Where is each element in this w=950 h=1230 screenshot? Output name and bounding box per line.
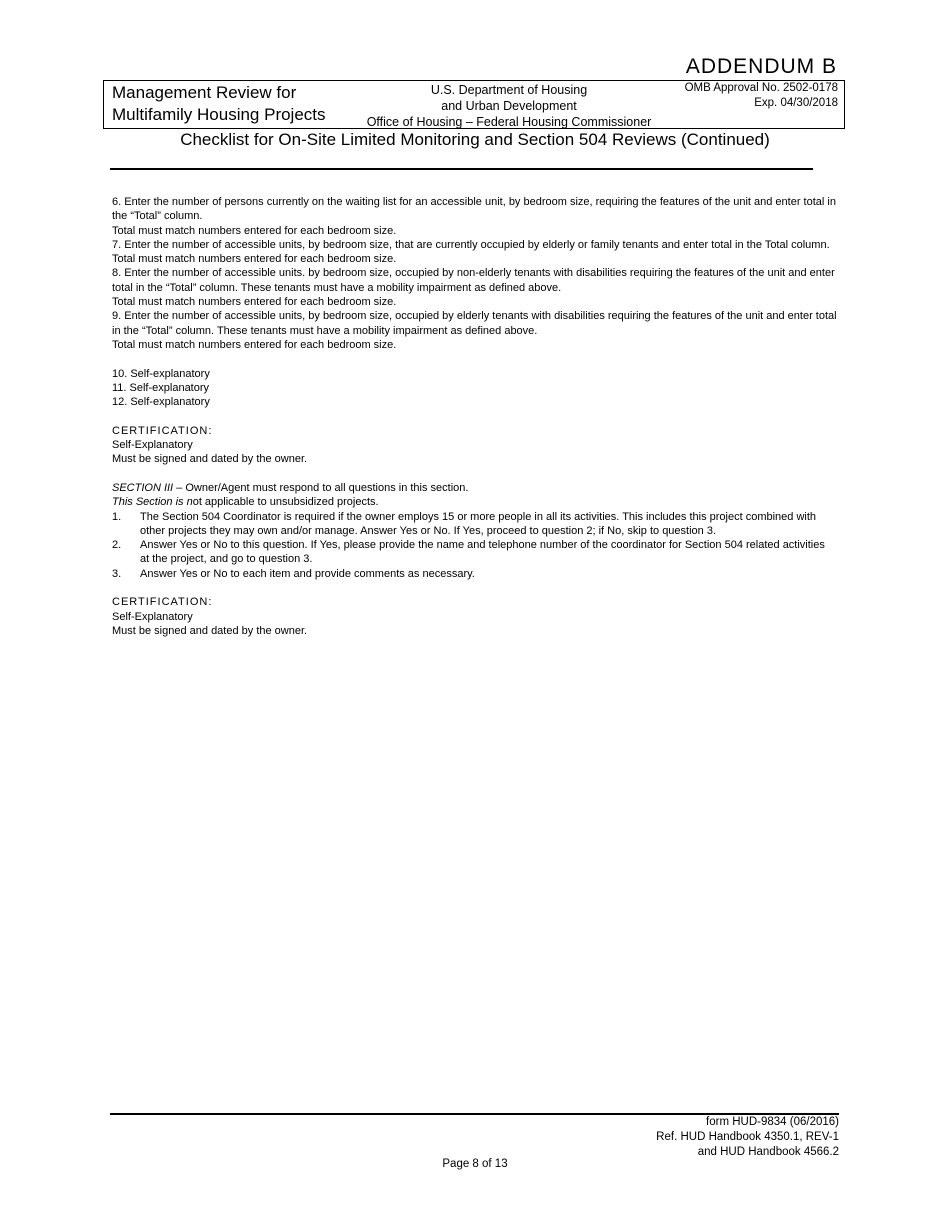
footer-references: [656, 1115, 839, 1160]
instruction-item-8: 8. Enter the number of accessible units. by bedroom size, occupied by non-elderly tenants with disabilities requiring the features of the unit and enter total in the “Total” column. These tenants must have a mobility impairment as defined above.: [112, 267, 835, 294]
instruction-item-9-note: Total must match numbers entered for each bedroom size.: [112, 338, 397, 351]
section3-intro: [112, 481, 837, 495]
instruction-item-11: 11. Self-explanatory: [112, 381, 210, 394]
instruction-item-6: 6. Enter the number of persons currently on the waiting list for an accessible unit, by bedroom size, requiring the features of the unit and enter total in the “Total” column.: [112, 196, 836, 223]
instruction-item-6-note: Total must match numbers entered for each bedroom size.: [112, 224, 397, 237]
dept-line2: and Urban Development: [441, 99, 577, 113]
list-item: [112, 567, 837, 581]
handbook-ref-1: Ref. HUD Handbook 4350.1, REV-1: [656, 1131, 839, 1143]
certification-heading: CERTIFICATION:: [112, 596, 213, 609]
dept-line1: U.S. Department of Housing: [430, 83, 588, 97]
instruction-item-8-note: Total must match numbers entered for each bedroom size.: [112, 296, 397, 309]
form-title-line2: Multifamily Housing Projects: [112, 105, 326, 124]
omb-expiration: Exp. 04/30/2018: [754, 97, 838, 109]
form-title: [112, 82, 326, 126]
spacer: [112, 409, 837, 423]
certification-line2: Must be signed and dated by the owner.: [112, 624, 308, 637]
section3-list: [112, 510, 837, 581]
section3-note: [112, 495, 837, 509]
list-item-number: 2.: [112, 539, 122, 552]
list-item: [112, 538, 837, 567]
handbook-ref-2: and HUD Handbook 4566.2: [697, 1146, 839, 1158]
section3-note-italic: This Section is n: [112, 496, 193, 509]
section3-note-text: ot applicable to unsubsidized projects.: [192, 496, 379, 509]
checklist-title: Checklist for On-Site Limited Monitoring and Section 504 Reviews (Continued): [180, 130, 770, 149]
list-item-number: 1.: [112, 510, 122, 523]
list-item-text: Answer Yes or No to each item and provide comments as necessary.: [140, 567, 475, 580]
instruction-item-10: 10. Self-explanatory: [112, 367, 210, 380]
form-number: form HUD-9834 (06/2016): [706, 1116, 839, 1128]
instructions-body: [112, 195, 837, 638]
spacer: [112, 581, 837, 595]
list-item-text: Answer Yes or No to this question. If Yes, please provide the name and telephone number of the coordinator for Section 504 related activities at the project, and go to question 3.: [140, 539, 825, 566]
omb-block: [685, 81, 838, 111]
instruction-item-12: 12. Self-explanatory: [112, 396, 210, 409]
header-divider: [110, 168, 813, 170]
form-header-box: [103, 80, 845, 129]
section3-label: SECTION III: [112, 481, 174, 494]
omb-approval: OMB Approval No. 2502-0178: [684, 82, 838, 94]
list-item-number: 3.: [112, 567, 122, 580]
list-item: [112, 510, 837, 539]
department-block: [359, 82, 659, 130]
spacer: [112, 467, 837, 481]
certification-heading: CERTIFICATION:: [112, 424, 213, 437]
list-item-text: The Section 504 Coordinator is required if the owner employs 15 or more people in all its activities. This includes this project combined with other projects they may own and/or manage. Answer Yes or No. If Yes, proceed to question 2; if No, skip to question 3.: [140, 510, 817, 537]
form-title-line1: Management Review for: [112, 83, 297, 102]
certification-line1: Self-Explanatory: [112, 610, 193, 623]
dept-line3: Office of Housing – Federal Housing Commissioner: [366, 115, 652, 129]
instruction-item-7: 7. Enter the number of accessible units, by bedroom size, that are currently occupied by elderly or family tenants and enter total in the Total column.: [112, 238, 830, 251]
spacer: [112, 352, 837, 366]
addendum-label: ADDENDUM B: [685, 55, 837, 78]
certification-line2: Must be signed and dated by the owner.: [112, 453, 308, 466]
page-number: Page 8 of 13: [442, 1158, 508, 1170]
section3-intro-text: – Owner/Agent must respond to all questions in this section.: [173, 481, 469, 494]
instruction-item-9: 9. Enter the number of accessible units, by bedroom size, occupied by elderly tenants with disabilities requiring the features of the unit and enter total in the “Total” column. These tenants must have a mobility impairment as defined above.: [112, 310, 837, 337]
certification-line1: Self-Explanatory: [112, 439, 193, 452]
instruction-item-7-note: Total must match numbers entered for each bedroom size.: [112, 253, 397, 266]
